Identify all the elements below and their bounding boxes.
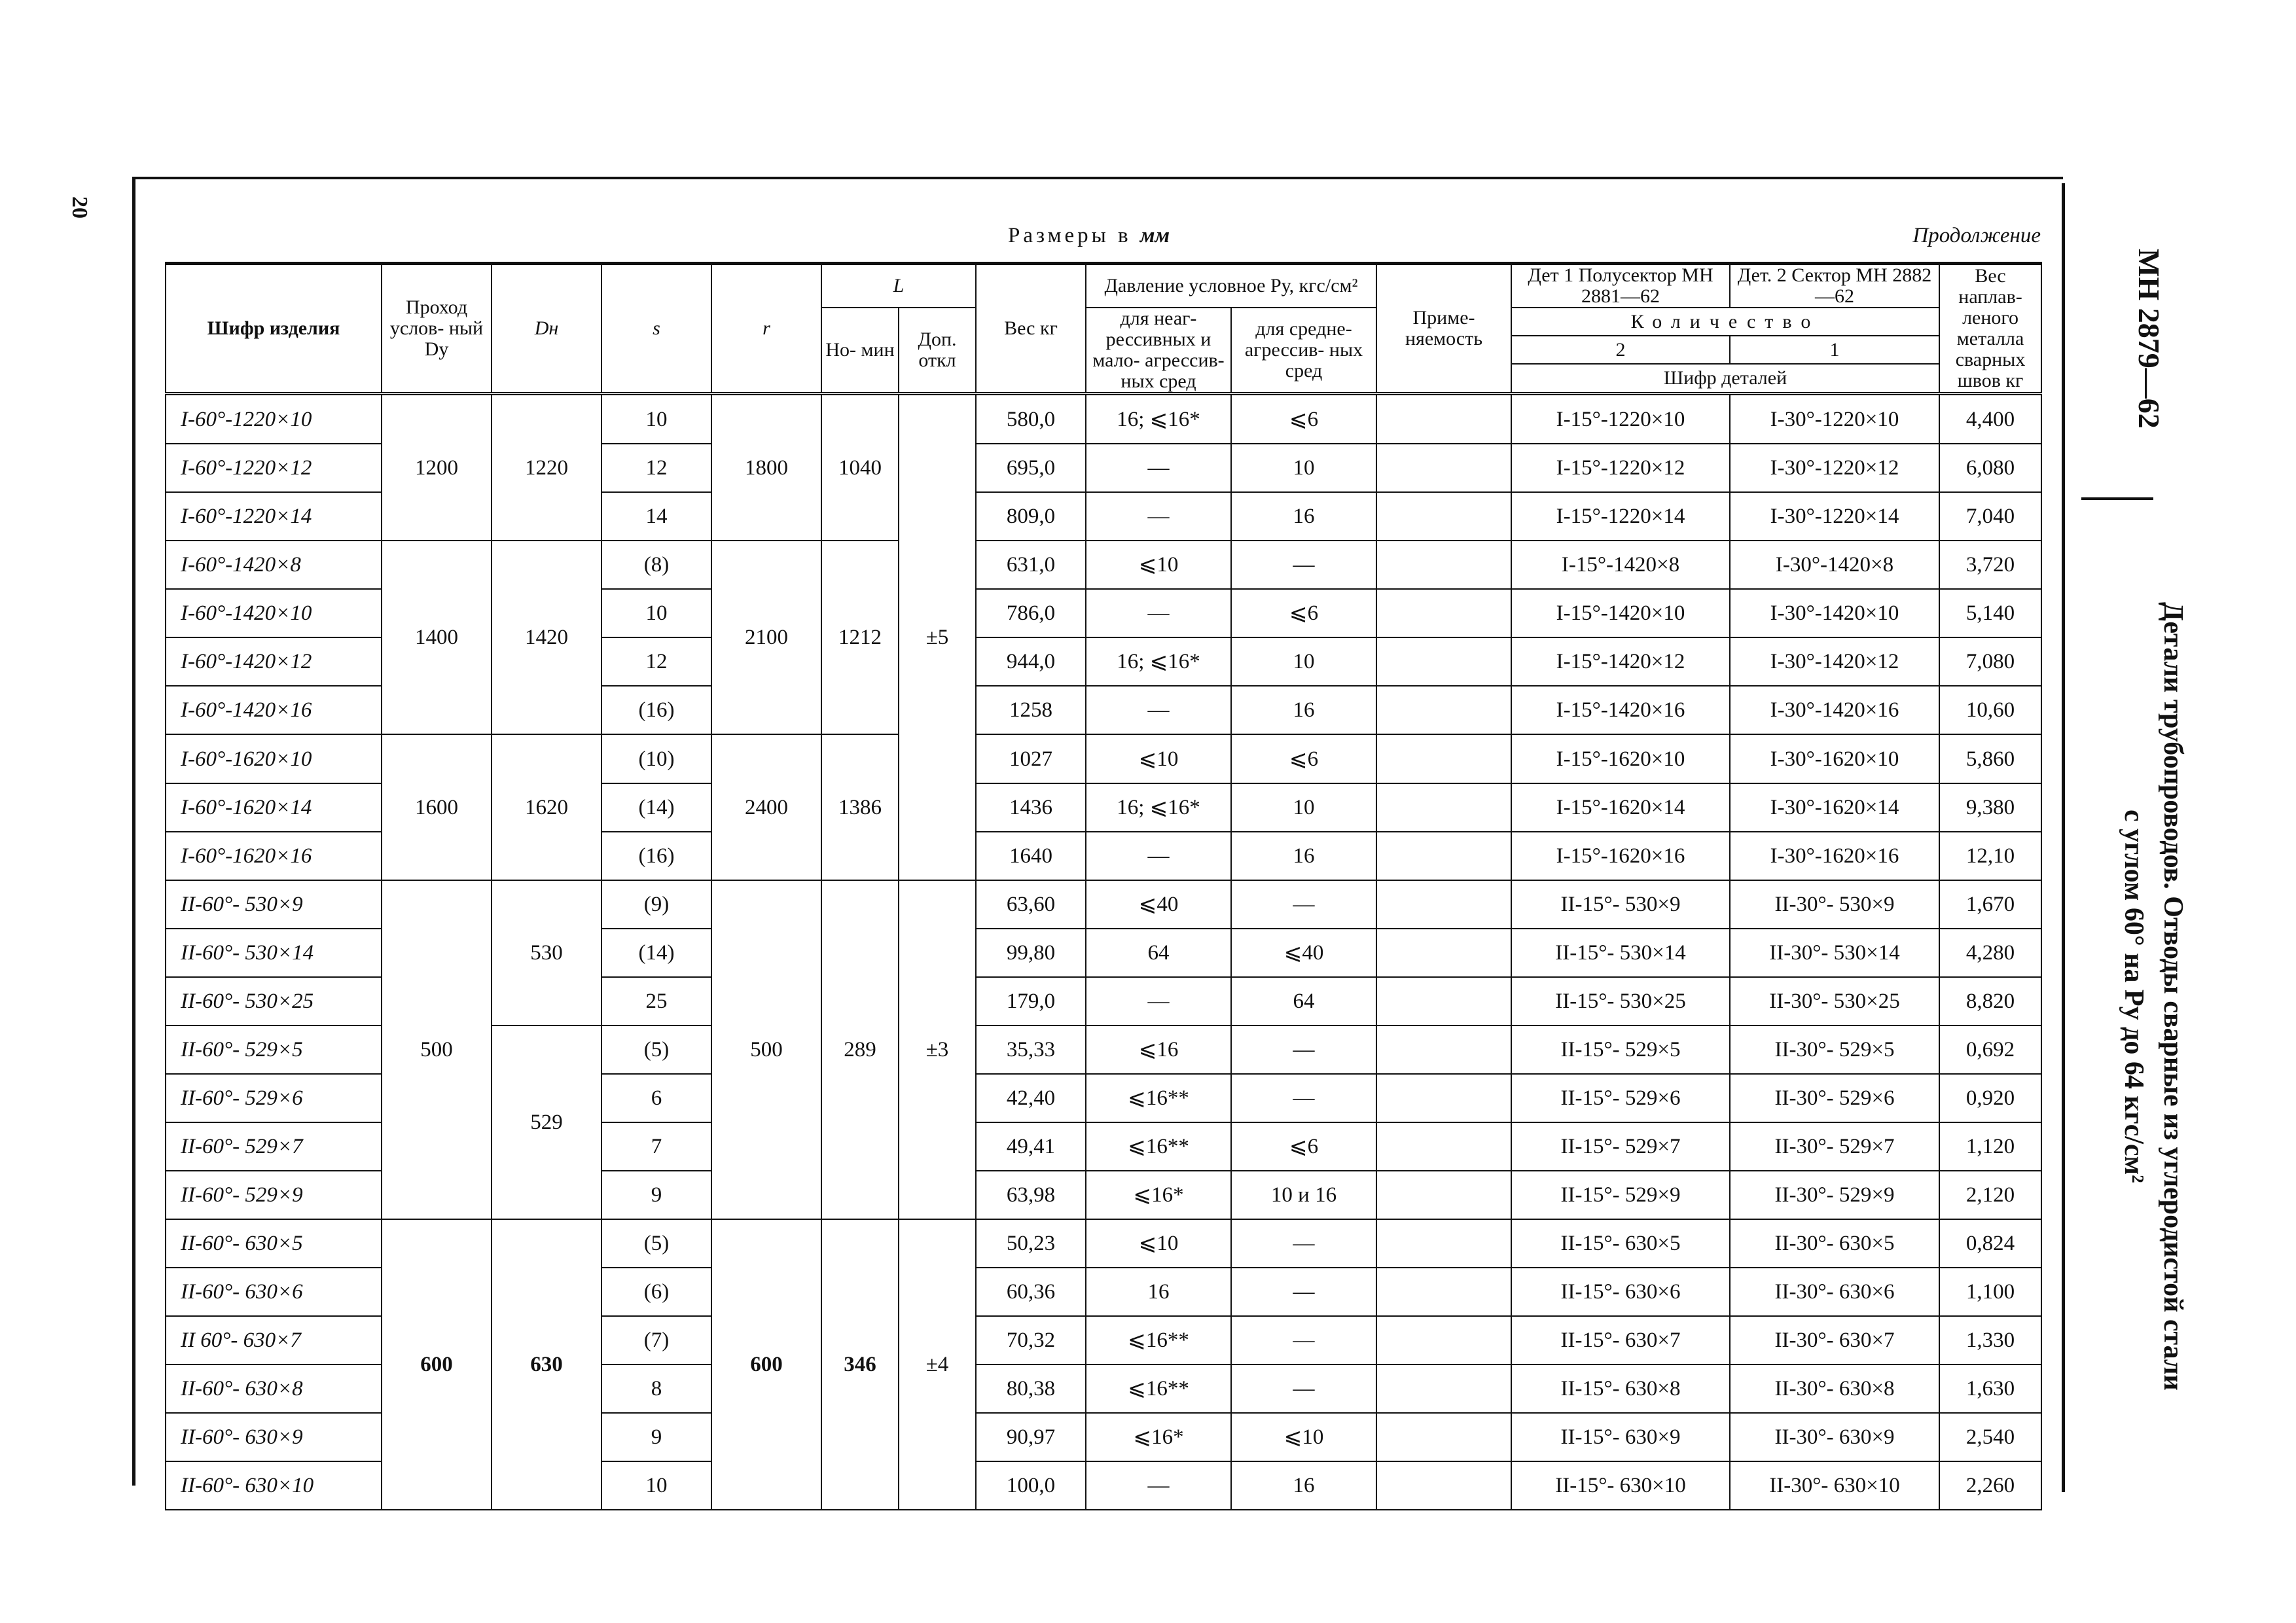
r-cell: 2100 — [711, 541, 821, 734]
weight-cell: 80,38 — [976, 1364, 1086, 1413]
weld-weight-cell: 1,120 — [1939, 1122, 2041, 1171]
col-dy-header: Проход услов- ный Dу — [382, 264, 492, 394]
code-cell: II-60°- 530×25 — [166, 977, 382, 1026]
code-cell: I-60°-1420×10 — [166, 589, 382, 637]
weld-weight-cell: 2,540 — [1939, 1413, 2041, 1461]
part-code-header: Шифр деталей — [1511, 364, 1939, 393]
applicability-cell — [1376, 832, 1511, 880]
weld-weight-cell: 2,120 — [1939, 1171, 2041, 1219]
det1-code-cell: II-15°- 529×9 — [1511, 1171, 1730, 1219]
code-cell: II-60°- 630×9 — [166, 1413, 382, 1461]
code-cell: I-60°-1220×14 — [166, 492, 382, 541]
pressure-low-cell: ⩽10 — [1086, 1219, 1231, 1268]
det1-code-cell: I-15°-1220×10 — [1511, 394, 1730, 444]
col-dn-header: Dн — [492, 264, 601, 394]
s-cell: (14) — [601, 783, 711, 832]
pressure-mid-cell: 10 — [1231, 783, 1376, 832]
continuation-label: Продолжение — [1912, 224, 2041, 247]
r-cell: 600 — [711, 1219, 821, 1510]
s-cell: 6 — [601, 1074, 711, 1122]
applicability-cell — [1376, 929, 1511, 977]
weight-cell: 1436 — [976, 783, 1086, 832]
det2-code-cell: I-30°-1620×10 — [1730, 734, 1939, 783]
weld-weight-cell: 7,080 — [1939, 637, 2041, 686]
pressure-low-cell: ⩽16* — [1086, 1413, 1231, 1461]
weight-cell: 1640 — [976, 832, 1086, 880]
pressure-mid-cell: 16 — [1231, 832, 1376, 880]
s-cell: 10 — [601, 589, 711, 637]
L-tol-cell: ±3 — [899, 880, 976, 1219]
col-pressure-low-header: для неаг- рессивных и мало- агрессив- ных сред — [1086, 308, 1231, 394]
col-det2-header: Дет. 2 Сектор МН 2882—62 — [1730, 264, 1939, 308]
left-border-rule — [132, 177, 135, 1486]
pressure-low-cell: ⩽16* — [1086, 1171, 1231, 1219]
s-cell: 9 — [601, 1171, 711, 1219]
col-weight-header: Вес кг — [976, 264, 1086, 394]
det2-code-cell: I-30°-1620×16 — [1730, 832, 1939, 880]
document-title-line2: с углом 60° на Pу до 64 кгс/см² — [2119, 809, 2149, 1183]
det2-code-cell: I-30°-1220×10 — [1730, 394, 1939, 444]
weld-weight-cell: 3,720 — [1939, 541, 2041, 589]
r-cell: 1800 — [711, 394, 821, 541]
document-title-line1: Детали трубопроводов. Отводы сварные из углеродистой стали — [2158, 602, 2188, 1391]
s-cell: 12 — [601, 637, 711, 686]
det2-code-cell: II-30°- 630×7 — [1730, 1316, 1939, 1364]
pressure-mid-cell: — — [1231, 1268, 1376, 1316]
dy-cell: 1200 — [382, 394, 492, 541]
pressure-low-cell: 16; ⩽16* — [1086, 783, 1231, 832]
applicability-cell — [1376, 977, 1511, 1026]
pressure-mid-cell: ⩽6 — [1231, 734, 1376, 783]
col-det1-header: Дет 1 Полусектор МН 2881—62 — [1511, 264, 1730, 308]
applicability-cell — [1376, 541, 1511, 589]
det1-code-cell: I-15°-1420×10 — [1511, 589, 1730, 637]
weld-weight-cell: 9,380 — [1939, 783, 2041, 832]
weight-cell: 1027 — [976, 734, 1086, 783]
pressure-low-cell: — — [1086, 977, 1231, 1026]
dimensions-table — [165, 262, 2042, 1510]
pressure-low-cell: 16; ⩽16* — [1086, 394, 1231, 444]
det2-code-cell: I-30°-1220×12 — [1730, 444, 1939, 492]
page-number: 20 — [67, 196, 92, 219]
pressure-mid-cell: ⩽10 — [1231, 1413, 1376, 1461]
pressure-mid-cell: — — [1231, 1074, 1376, 1122]
table-row — [166, 541, 2041, 589]
dn-cell: 529 — [492, 1026, 601, 1219]
col-L-nom-header: Но- мин — [821, 308, 899, 394]
L-nom-cell: 289 — [821, 880, 899, 1219]
det2-code-cell: I-30°-1620×14 — [1730, 783, 1939, 832]
det1-code-cell: I-15°-1220×14 — [1511, 492, 1730, 541]
code-cell: II-60°- 529×7 — [166, 1122, 382, 1171]
pressure-low-cell: — — [1086, 832, 1231, 880]
det1-code-cell: II-15°- 630×6 — [1511, 1268, 1730, 1316]
s-cell: 12 — [601, 444, 711, 492]
det2-code-cell: I-30°-1420×16 — [1730, 686, 1939, 734]
weight-cell: 100,0 — [976, 1461, 1086, 1510]
document-title — [2114, 602, 2193, 1391]
right-border-rule — [2062, 183, 2065, 1492]
code-cell: I-60°-1220×12 — [166, 444, 382, 492]
det2-code-cell: I-30°-1220×14 — [1730, 492, 1939, 541]
col-applicability-header: Приме- няемость — [1376, 264, 1511, 394]
det2-code-cell: II-30°- 630×10 — [1730, 1461, 1939, 1510]
det1-code-cell: I-15°-1420×12 — [1511, 637, 1730, 686]
pressure-mid-cell: ⩽6 — [1231, 589, 1376, 637]
code-cell: I-60°-1620×10 — [166, 734, 382, 783]
det2-code-cell: II-30°- 529×6 — [1730, 1074, 1939, 1122]
pressure-mid-cell: — — [1231, 1364, 1376, 1413]
sizes-caption — [1008, 224, 1170, 248]
applicability-cell — [1376, 1413, 1511, 1461]
pressure-mid-cell: 10 — [1231, 444, 1376, 492]
pressure-low-cell: — — [1086, 492, 1231, 541]
code-cell: II-60°- 529×6 — [166, 1074, 382, 1122]
applicability-cell — [1376, 1219, 1511, 1268]
dy-cell: 600 — [382, 1219, 492, 1510]
code-cell: II 60°- 630×7 — [166, 1316, 382, 1364]
weld-weight-cell: 5,860 — [1939, 734, 2041, 783]
pressure-mid-cell: 16 — [1231, 686, 1376, 734]
code-cell: I-60°-1420×16 — [166, 686, 382, 734]
pressure-mid-cell: — — [1231, 880, 1376, 929]
code-cell: II-60°- 630×6 — [166, 1268, 382, 1316]
code-cell: I-60°-1220×10 — [166, 394, 382, 444]
col-L-tol-header: Доп. откл — [899, 308, 976, 394]
code-cell: II-60°- 630×5 — [166, 1219, 382, 1268]
dy-cell: 1600 — [382, 734, 492, 880]
sizes-caption-prefix: Размеры в — [1008, 224, 1132, 247]
s-cell: (7) — [601, 1316, 711, 1364]
table-row — [166, 394, 2041, 444]
sizes-caption-unit: мм — [1139, 224, 1170, 247]
det2-code-cell: II-30°- 630×8 — [1730, 1364, 1939, 1413]
det1-code-cell: II-15°- 630×5 — [1511, 1219, 1730, 1268]
pressure-low-cell: ⩽16** — [1086, 1364, 1231, 1413]
weld-weight-cell: 1,630 — [1939, 1364, 2041, 1413]
weight-cell: 49,41 — [976, 1122, 1086, 1171]
det2-code-cell: II-30°- 530×14 — [1730, 929, 1939, 977]
det1-code-cell: I-15°-1620×16 — [1511, 832, 1730, 880]
det1-code-cell: I-15°-1620×10 — [1511, 734, 1730, 783]
pressure-mid-cell: ⩽6 — [1231, 394, 1376, 444]
applicability-cell — [1376, 1122, 1511, 1171]
s-cell: (10) — [601, 734, 711, 783]
L-nom-cell: 1386 — [821, 734, 899, 880]
det2-code-cell: I-30°-1420×8 — [1730, 541, 1939, 589]
s-cell: (5) — [601, 1026, 711, 1074]
weld-weight-cell: 5,140 — [1939, 589, 2041, 637]
s-cell: (6) — [601, 1268, 711, 1316]
pressure-low-cell: ⩽10 — [1086, 541, 1231, 589]
r-cell: 2400 — [711, 734, 821, 880]
applicability-cell — [1376, 1316, 1511, 1364]
pressure-low-cell: ⩽16** — [1086, 1316, 1231, 1364]
weight-cell: 35,33 — [976, 1026, 1086, 1074]
applicability-cell — [1376, 589, 1511, 637]
L-tol-cell: ±4 — [899, 1219, 976, 1510]
applicability-cell — [1376, 1074, 1511, 1122]
det1-code-cell: II-15°- 630×7 — [1511, 1316, 1730, 1364]
det2-code-cell: II-30°- 630×9 — [1730, 1413, 1939, 1461]
pressure-low-cell: 16 — [1086, 1268, 1231, 1316]
applicability-cell — [1376, 444, 1511, 492]
applicability-cell — [1376, 492, 1511, 541]
L-nom-cell: 1040 — [821, 394, 899, 541]
weld-weight-cell: 1,100 — [1939, 1268, 2041, 1316]
s-cell: (9) — [601, 880, 711, 929]
det1-code-cell: II-15°- 530×14 — [1511, 929, 1730, 977]
pressure-mid-cell: — — [1231, 1219, 1376, 1268]
dy-cell: 1400 — [382, 541, 492, 734]
s-cell: 9 — [601, 1413, 711, 1461]
quantity-header: Количество — [1511, 308, 1939, 336]
code-cell: II-60°- 630×8 — [166, 1364, 382, 1413]
det1-code-cell: I-15°-1420×16 — [1511, 686, 1730, 734]
qty-det2: 1 — [1730, 336, 1939, 364]
code-cell: II-60°- 530×9 — [166, 880, 382, 929]
code-cell: I-60°-1620×16 — [166, 832, 382, 880]
col-L-header: L — [821, 264, 976, 308]
s-cell: (16) — [601, 686, 711, 734]
s-cell: (8) — [601, 541, 711, 589]
weld-weight-cell: 0,824 — [1939, 1219, 2041, 1268]
pressure-low-cell: — — [1086, 444, 1231, 492]
applicability-cell — [1376, 1268, 1511, 1316]
pressure-mid-cell: 10 и 16 — [1231, 1171, 1376, 1219]
s-cell: (14) — [601, 929, 711, 977]
pressure-mid-cell: 64 — [1231, 977, 1376, 1026]
col-pressure-mid-header: для средне- агрессив- ных сред — [1231, 308, 1376, 394]
applicability-cell — [1376, 1026, 1511, 1074]
det2-code-cell: I-30°-1420×10 — [1730, 589, 1939, 637]
code-cell: II-60°- 530×14 — [166, 929, 382, 977]
code-cell: II-60°- 529×5 — [166, 1026, 382, 1074]
det2-code-cell: II-30°- 529×9 — [1730, 1171, 1939, 1219]
det2-code-cell: II-30°- 529×5 — [1730, 1026, 1939, 1074]
code-cell: I-60°-1420×8 — [166, 541, 382, 589]
weld-weight-cell: 0,692 — [1939, 1026, 2041, 1074]
weight-cell: 99,80 — [976, 929, 1086, 977]
det2-code-cell: II-30°- 529×7 — [1730, 1122, 1939, 1171]
det2-code-cell: II-30°- 530×25 — [1730, 977, 1939, 1026]
pressure-mid-cell: — — [1231, 1026, 1376, 1074]
det2-code-cell: II-30°- 630×6 — [1730, 1268, 1939, 1316]
weld-weight-cell: 8,820 — [1939, 977, 2041, 1026]
weld-weight-cell: 6,080 — [1939, 444, 2041, 492]
pressure-low-cell: ⩽16** — [1086, 1122, 1231, 1171]
L-nom-cell: 346 — [821, 1219, 899, 1510]
pressure-mid-cell: ⩽40 — [1231, 929, 1376, 977]
L-nom-cell: 1212 — [821, 541, 899, 734]
qty-det1: 2 — [1511, 336, 1730, 364]
dn-cell: 1420 — [492, 541, 601, 734]
det1-code-cell: II-15°- 529×7 — [1511, 1122, 1730, 1171]
pressure-low-cell: — — [1086, 1461, 1231, 1510]
pressure-low-cell: ⩽10 — [1086, 734, 1231, 783]
weld-weight-cell: 1,670 — [1939, 880, 2041, 929]
pressure-low-cell: — — [1086, 589, 1231, 637]
weight-cell: 179,0 — [976, 977, 1086, 1026]
weight-cell: 580,0 — [976, 394, 1086, 444]
det1-code-cell: I-15°-1420×8 — [1511, 541, 1730, 589]
weight-cell: 63,98 — [976, 1171, 1086, 1219]
applicability-cell — [1376, 734, 1511, 783]
col-pressure-header: Давление условное Pу, кгс/см² — [1086, 264, 1376, 308]
applicability-cell — [1376, 880, 1511, 929]
code-cell: II-60°- 630×10 — [166, 1461, 382, 1510]
det1-code-cell: II-15°- 530×25 — [1511, 977, 1730, 1026]
weld-weight-cell: 10,60 — [1939, 686, 2041, 734]
s-cell: (16) — [601, 832, 711, 880]
weight-cell: 42,40 — [976, 1074, 1086, 1122]
weld-weight-cell: 0,920 — [1939, 1074, 2041, 1122]
pressure-low-cell: ⩽16 — [1086, 1026, 1231, 1074]
pressure-mid-cell: — — [1231, 1316, 1376, 1364]
det1-code-cell: II-15°- 529×6 — [1511, 1074, 1730, 1122]
det2-code-cell: II-30°- 530×9 — [1730, 880, 1939, 929]
pressure-mid-cell: 10 — [1231, 637, 1376, 686]
weight-cell: 90,97 — [976, 1413, 1086, 1461]
applicability-cell — [1376, 637, 1511, 686]
s-cell: 10 — [601, 1461, 711, 1510]
pressure-low-cell: — — [1086, 686, 1231, 734]
weight-cell: 60,36 — [976, 1268, 1086, 1316]
code-cell: I-60°-1620×14 — [166, 783, 382, 832]
weight-cell: 809,0 — [976, 492, 1086, 541]
weight-cell: 70,32 — [976, 1316, 1086, 1364]
weight-cell: 786,0 — [976, 589, 1086, 637]
code-cell: II-60°- 529×9 — [166, 1171, 382, 1219]
det1-code-cell: II-15°- 630×10 — [1511, 1461, 1730, 1510]
det1-code-cell: II-15°- 630×8 — [1511, 1364, 1730, 1413]
det1-code-cell: II-15°- 530×9 — [1511, 880, 1730, 929]
weld-weight-cell: 2,260 — [1939, 1461, 2041, 1510]
pressure-low-cell: ⩽40 — [1086, 880, 1231, 929]
table-row — [166, 1219, 2041, 1268]
det2-code-cell: I-30°-1420×12 — [1730, 637, 1939, 686]
weight-cell: 1258 — [976, 686, 1086, 734]
weld-weight-cell: 4,280 — [1939, 929, 2041, 977]
weld-weight-cell: 7,040 — [1939, 492, 2041, 541]
applicability-cell — [1376, 1171, 1511, 1219]
s-cell: 10 — [601, 394, 711, 444]
s-cell: 25 — [601, 977, 711, 1026]
det1-code-cell: I-15°-1220×12 — [1511, 444, 1730, 492]
code-cell: I-60°-1420×12 — [166, 637, 382, 686]
weight-cell: 63,60 — [976, 880, 1086, 929]
weld-weight-cell: 4,400 — [1939, 394, 2041, 444]
pressure-low-cell: 16; ⩽16* — [1086, 637, 1231, 686]
weight-cell: 631,0 — [976, 541, 1086, 589]
applicability-cell — [1376, 394, 1511, 444]
table-row — [166, 734, 2041, 783]
table-row — [166, 880, 2041, 929]
weight-cell: 944,0 — [976, 637, 1086, 686]
col-code-header: Шифр изделия — [166, 264, 382, 394]
standard-number: МН 2879—62 — [2132, 249, 2166, 429]
weld-weight-cell: 1,330 — [1939, 1316, 2041, 1364]
s-cell: 7 — [601, 1122, 711, 1171]
det1-code-cell: I-15°-1620×14 — [1511, 783, 1730, 832]
det2-code-cell: II-30°- 630×5 — [1730, 1219, 1939, 1268]
s-cell: (5) — [601, 1219, 711, 1268]
pressure-mid-cell: 16 — [1231, 492, 1376, 541]
side-divider-rule — [2081, 497, 2153, 500]
s-cell: 8 — [601, 1364, 711, 1413]
dy-cell: 500 — [382, 880, 492, 1219]
dn-cell: 1620 — [492, 734, 601, 880]
applicability-cell — [1376, 783, 1511, 832]
L-tol-cell: ±5 — [899, 394, 976, 880]
weld-weight-cell: 12,10 — [1939, 832, 2041, 880]
col-r-header: r — [711, 264, 821, 394]
det1-code-cell: II-15°- 529×5 — [1511, 1026, 1730, 1074]
dn-cell: 530 — [492, 880, 601, 1026]
top-border-rule — [132, 177, 2063, 179]
dn-cell: 1220 — [492, 394, 601, 541]
weight-cell: 50,23 — [976, 1219, 1086, 1268]
pressure-mid-cell: 16 — [1231, 1461, 1376, 1510]
applicability-cell — [1376, 686, 1511, 734]
pressure-low-cell: ⩽16** — [1086, 1074, 1231, 1122]
r-cell: 500 — [711, 880, 821, 1219]
col-weld-header: Вес наплав- леного металла сварных швов кг — [1939, 264, 2041, 394]
dn-cell: 630 — [492, 1219, 601, 1510]
weight-cell: 695,0 — [976, 444, 1086, 492]
det1-code-cell: II-15°- 630×9 — [1511, 1413, 1730, 1461]
pressure-low-cell: 64 — [1086, 929, 1231, 977]
applicability-cell — [1376, 1364, 1511, 1413]
pressure-mid-cell: ⩽6 — [1231, 1122, 1376, 1171]
col-s-header: s — [601, 264, 711, 394]
applicability-cell — [1376, 1461, 1511, 1510]
pressure-mid-cell: — — [1231, 541, 1376, 589]
s-cell: 14 — [601, 492, 711, 541]
